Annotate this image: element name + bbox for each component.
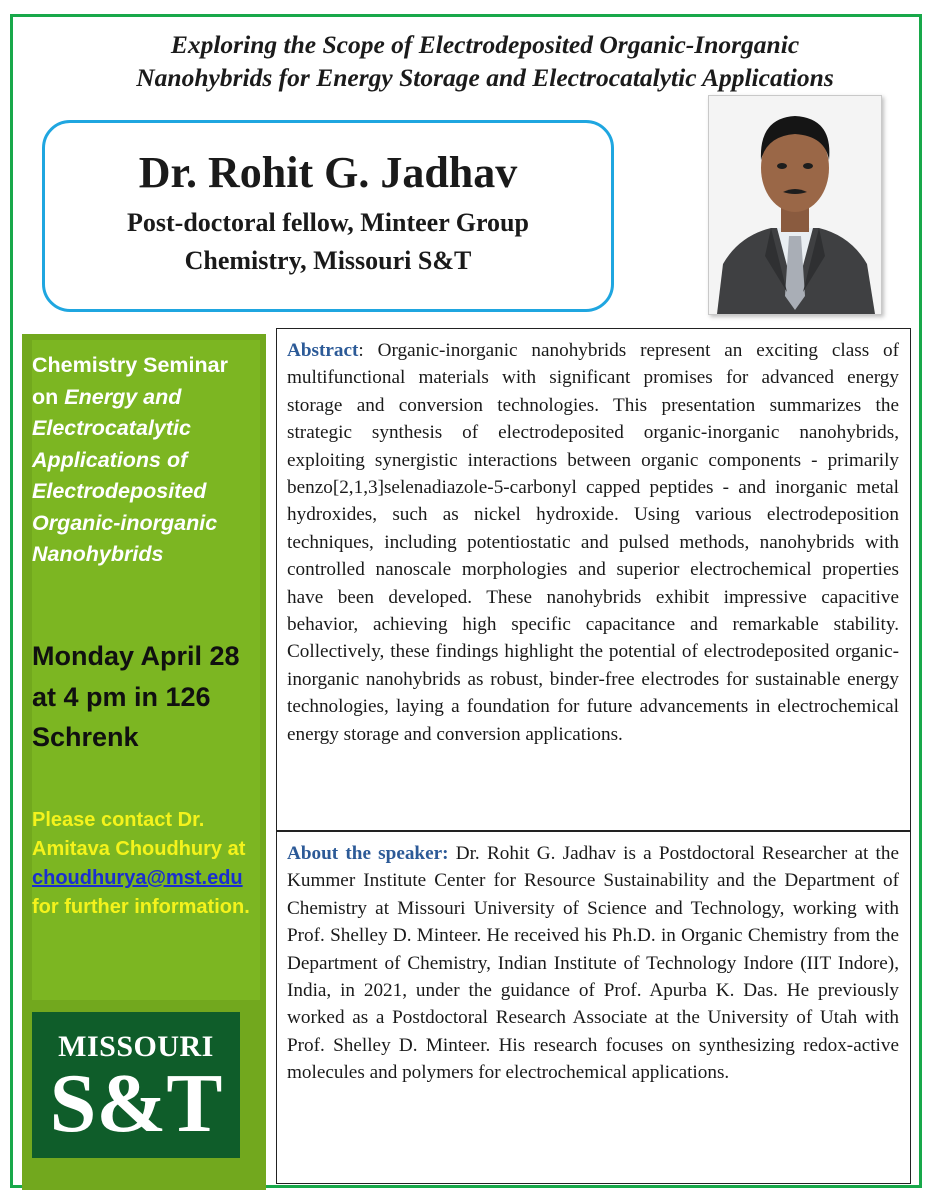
- missouri-st-logo: [32, 1012, 240, 1158]
- abstract-body: Abstract: Organic-inorganic nanohybrids represent an exciting class of multifunctional materials with significant promises for advanced energy storage and conversion technologies. This presentation summarizes the strategic synthesis of electrodeposited organic-inorganic nanohybrids, exploiting synergistic interactions between organic components - primarily benzo[2,1,3]selenadiazole-5-carbonyl capped peptides - and inorganic metal hydroxides, such as nickel hydroxide. Using various electrodeposition techniques, including potentiostatic and pulsed methods, nanohybrids with controlled nanoscale morphologies and superior electrochemical properties have been developed. These nanohybrids exhibit impressive capacitive behavior, achieving high specific capacitance and remarkable stability. Collectively, these findings highlight the potential of electrodeposited organic-inorganic nanohybrids as robust, binder-free electrodes for sustainable energy technologies, laying a foundation for future advancements in electrochemical energy storage and conversion applications.: [287, 340, 899, 745]
- speaker-name: Dr. Rohit G. Jadhav: [138, 148, 518, 197]
- speaker-card: [42, 120, 614, 312]
- contact-email-link[interactable]: choudhurya@mst.edu: [32, 867, 243, 889]
- title-line-2: Nanohybrids for Energy Storage and Electrocatalytic Applications: [136, 63, 834, 92]
- logo-text-st: S&T: [49, 1057, 223, 1150]
- abstract-heading: Abstract: [287, 340, 359, 361]
- speaker-position: Post-doctoral fellow, Minteer Group: [127, 208, 529, 237]
- seminar-prefix: Chemistry Seminar on: [32, 353, 228, 409]
- speaker-photo: [708, 95, 882, 315]
- seminar-info-panel: [32, 340, 260, 1000]
- about-body: [287, 840, 899, 1087]
- contact-suffix: for further information.: [32, 896, 250, 918]
- seminar-title: [40, 28, 930, 94]
- speaker-portrait-illustration: [709, 96, 881, 314]
- seminar-date-location: Monday April 28 at 4 pm in 126 Schrenk: [32, 641, 240, 752]
- seminar-heading: [32, 350, 254, 571]
- title-line-1: Exploring the Scope of Electrodeposited Organic-Inorganic: [170, 30, 800, 59]
- speaker-department: Chemistry, Missouri S&T: [184, 246, 472, 275]
- seminar-topic: Energy and Electrocatalytic Applications of Electrodeposited Organic-inorganic Nanohybrids: [32, 384, 218, 566]
- contact-prefix: Please contact Dr. Amitava Choudhury at: [32, 809, 246, 860]
- contact-info: [32, 806, 256, 922]
- abstract-text: Organic-inorganic nanohybrids represent an exciting class of multifunctional materials with significant promises for advanced energy storage and conversion technologies. This presentation summarizes the strategic synthesis of electrodeposited organic-inorganic nanohybrids, exploiting synergistic interactions between organic components - primarily benzo[2,1,3]selenadiazole-5-carbonyl capped peptides - and inorganic metal hydroxides, such as nickel hydroxide. Using various electrodeposition techniques, including potentiostatic and pulsed methods, nanohybrids with controlled nanoscale morphologies and superior electrochemical properties have been developed. These nanohybrids exhibit impressive capacitive behavior, achieving high specific capacitance and remarkable stability. Collectively, these findings highlight the potential of electrodeposited organic-inorganic nanohybrids as robust, binder-free electrodes for sustainable energy technologies, laying a foundation for future advancements in electrochemical energy storage and conversion applications.: [287, 340, 899, 745]
- about-heading: About the speaker:: [287, 843, 449, 864]
- about-speaker-section: [276, 831, 911, 1184]
- about-text: Dr. Rohit G. Jadhav is a Postdoctoral Researcher at the Kummer Institute Center for Resource Sustainability and the Department of Chemistry at Missouri University of Science and Technology, working with Prof. Shelley D. Minteer. He received his Ph.D. in Organic Chemistry from the Department of Chemistry, Indian Institute of Technology Indore (IIT Indore), India, in 2021, under the guidance of Prof. Apurba K. Das. He previously worked as a Postdoctoral Research Associate at the University of Utah with Prof. Shelley D. Minteer. His research focuses on synthesizing redox-active molecules and polymers for electrochemical applications.: [287, 843, 899, 1084]
- abstract-section: [276, 328, 911, 831]
- logo-text-missouri: MISSOURI: [58, 1030, 214, 1063]
